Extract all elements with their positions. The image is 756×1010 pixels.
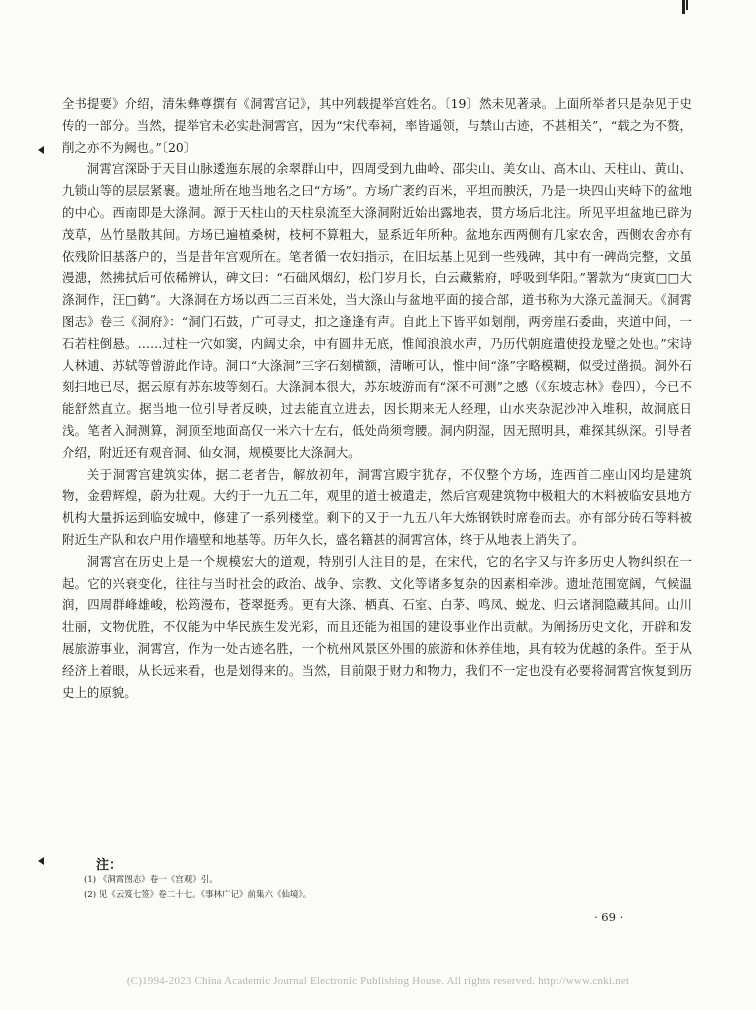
scan-mark: [682, 0, 685, 14]
paragraph-continuation: 全书提要》介绍，清朱彝尊撰有《洞霄宫记》，其中列载提举宫姓名。〔19〕然未见著录。上面所举者只是杂见于史传的一部分。当然，提举官未必实赴洞霄宫，因为“宋代奉祠，率皆遥领，与禁山古迹，不甚相关”，“载之为不赘，削之亦不为阙也。”〔20〕: [62, 96, 692, 155]
margin-triangle-icon: [38, 146, 44, 154]
notes-heading: 注：: [96, 858, 123, 873]
article-body: [62, 93, 692, 703]
note-item: (2) 见《云笈七签》卷二十七。《事林广记》前集六《仙境》。: [84, 890, 312, 900]
note-item: (1) 《洞霄图志》卷一《宫观》引。: [84, 875, 218, 885]
paragraph-site-description: 洞霄宫深卧于天目山脉逶迤东展的余翠群山中，四周受到九曲岭、邵尖山、美女山、高木山、天柱山、黄山、九锁山等的层层紧裹。遗址所在地当地名之曰“方场”。方场广袤约百米，平坦而腴沃，乃是一块四山夹峙下的盆地的中心。西南即是大涤洞。源于天柱山的天柱泉流至大涤洞附近始出露地表，贯方场后北注。所见平坦盆地已辟为茂草，丛竹垦散其间。方场已遍植桑树，枝柯不算粗大，显系近年所种。盆地东西两侧有几家农舍，西侧农舍亦有依残阶旧基落户的，当是昔年宫观所在。笔者循一农妇指示，在旧坛基上见到一些残碑，其中有一碑尚完整，文虽漫漶，然拂拭后可依稀辨认，碑文曰：“石础风烟幻，松门岁月长，白云藏紫府，呼吸到华阳。”署款为“庚寅□□大涤洞作，汪□鹤”。大涤洞在方场以西二三百米处，当大涤山与盆地平面的接合部，道书称为大涤元盖洞天。《洞霄图志》卷三《洞府》：“洞门石鼓，广可寻丈，扣之逢逢有声。自此上下皆平如刬削，两旁崖石委曲，夹道中间，一石若柱倒悬。……过柱一穴如窦，内阔丈余，中有圆井无底，惟闻浪浪水声，乃历代朝庭遣使投龙璧之处也。”宋诗人林逋、苏轼等曾游此作诗。洞口“大涤洞”三字石刻横额，清晰可认，惟中间“涤”字略模糊，似受过凿损。洞外石刻扫地已尽，据云原有苏东坡等刻石。大涤洞本很大，苏东坡游而有“深不可测”之感（《东坡志林》卷四），今已不能舒然直立。据当地一位引导者反映，过去能直立进去，因长期来无人经理，山水夹杂泥沙冲入堆积，故洞底日浅。笔者入洞测算，洞顶至地面高仅一米六十左右，低处尚须弯腰。洞内阴湿，因无照明具，难探其纵深。引导者介绍，附近还有观音洞、仙女洞，规模要比大涤洞大。: [62, 161, 692, 460]
scan-mark: [686, 0, 688, 10]
margin-triangle-icon: [38, 857, 44, 865]
copyright-footer: (C)1994-2023 China Academic Journal Electronic Publishing House. All rights reserved. http://www.cnki.net: [126, 975, 630, 987]
paragraph-conclusion: 洞霄宫在历史上是一个规模宏大的道观，特别引人注目的是，在宋代，它的名字又与许多历史人物纠织在一起。它的兴衰变化，往往与当时社会的政治、战争、宗教、文化等诸多复杂的因素相牵涉。遗址范围宽阔，气候温润，四周群峰雄峻，松筠漫布，苍翠挺秀。更有大涤、栖真、石室、白茅、鸣凤、蜕龙、归云诸洞隐藏其间。山川壮丽，文物优胜，不仅能为中华民族生发光彩，而且还能为祖国的建设事业作出贡献。为阐扬历史文化，开辟和发展旅游事业，洞霄宫，作为一处古迹名胜，一个杭州风景区外围的旅游和休养佳地，具有较为优越的条件。至于从经济上着眼，从长远来看，也是划得来的。当然，目前限于财力和物力，我们不一定也没有必要将洞霄宫恢复到历史上的原貌。: [62, 553, 692, 700]
paragraph-buildings: 关于洞霄宫建筑实体，据二老者告，解放初年，洞霄宫殿宇犹存，不仅整个方场，连西首二座山冈均是建筑物，金碧辉煌，蔚为壮观。大约于一九五二年，观里的道士被遣走，然后宫观建筑物中极粗大的木料被临安县地方机构大量拆运到临安城中，修建了一系列楼堂。剩下的又于一九五八年大炼钢铁时席卷而去。亦有部分砖石等料被附近生产队和农户用作墙壁和地基等。历年久长，盛名籍甚的洞霄宫体，终于从地表上消失了。: [62, 466, 692, 547]
footnotes: [62, 854, 692, 903]
page-number: · 69 ·: [594, 910, 624, 924]
